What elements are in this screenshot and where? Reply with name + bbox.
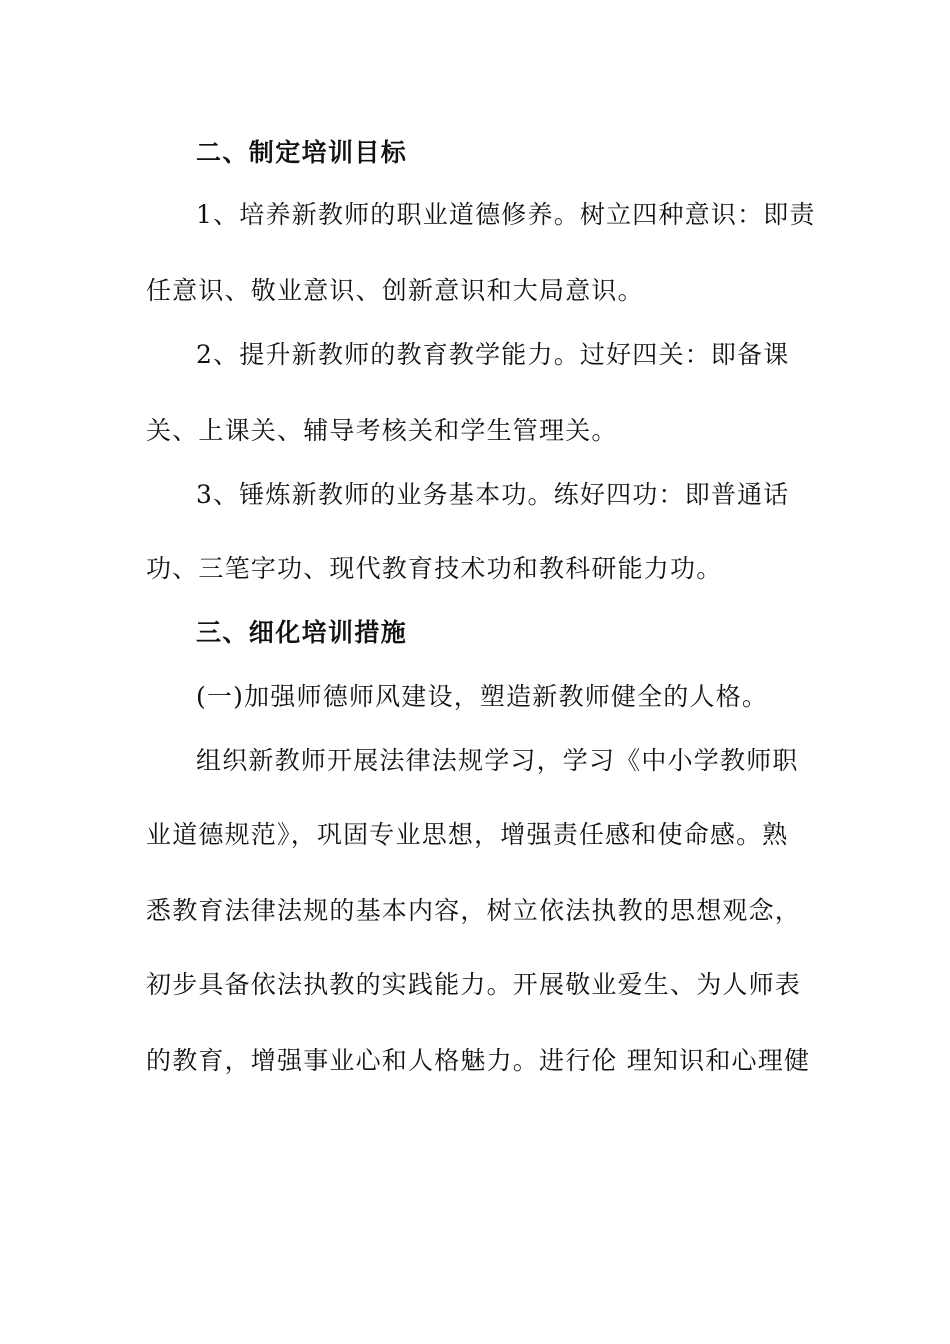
section-heading-3: 三、细化培训措施 (196, 618, 408, 647)
section-heading-2: 二、制定培训目标 (196, 138, 408, 167)
paragraph-line-3: 悉教育法律法规的基本内容，树立依法执教的思想观念， (146, 896, 802, 925)
item-2-line-1: 2、提升新教师的教育教学能力。过好四关：即备课 (196, 340, 790, 369)
item-3-line-2: 功、三笔字功、现代教育技术功和教科研能力功。 (146, 554, 723, 583)
item-2-line-2: 关、上课关、辅导考核关和学生管理关。 (146, 416, 618, 445)
subheading-1: (一)加强师德师风建设，塑造新教师健全的人格。 (196, 682, 769, 711)
item-1-line-2: 任意识、敬业意识、创新意识和大局意识。 (146, 276, 644, 305)
paragraph-line-5: 的教育，增强事业心和人格魅力。进行伦 理知识和心理健 (146, 1046, 811, 1075)
paragraph-line-2: 业道德规范》，巩固专业思想，增强责任感和使命感。熟 (146, 820, 789, 849)
item-1-line-1: 1、培养新教师的职业道德修养。树立四种意识：即责 (196, 200, 816, 229)
item-3-line-1: 3、锤炼新教师的业务基本功。练好四功：即普通话 (196, 480, 790, 509)
paragraph-line-1: 组织新教师开展法律法规学习，学习《中小学教师职 (196, 746, 799, 775)
paragraph-line-4: 初步具备依法执教的实践能力。开展敬业爱生、为人师表 (146, 970, 802, 999)
